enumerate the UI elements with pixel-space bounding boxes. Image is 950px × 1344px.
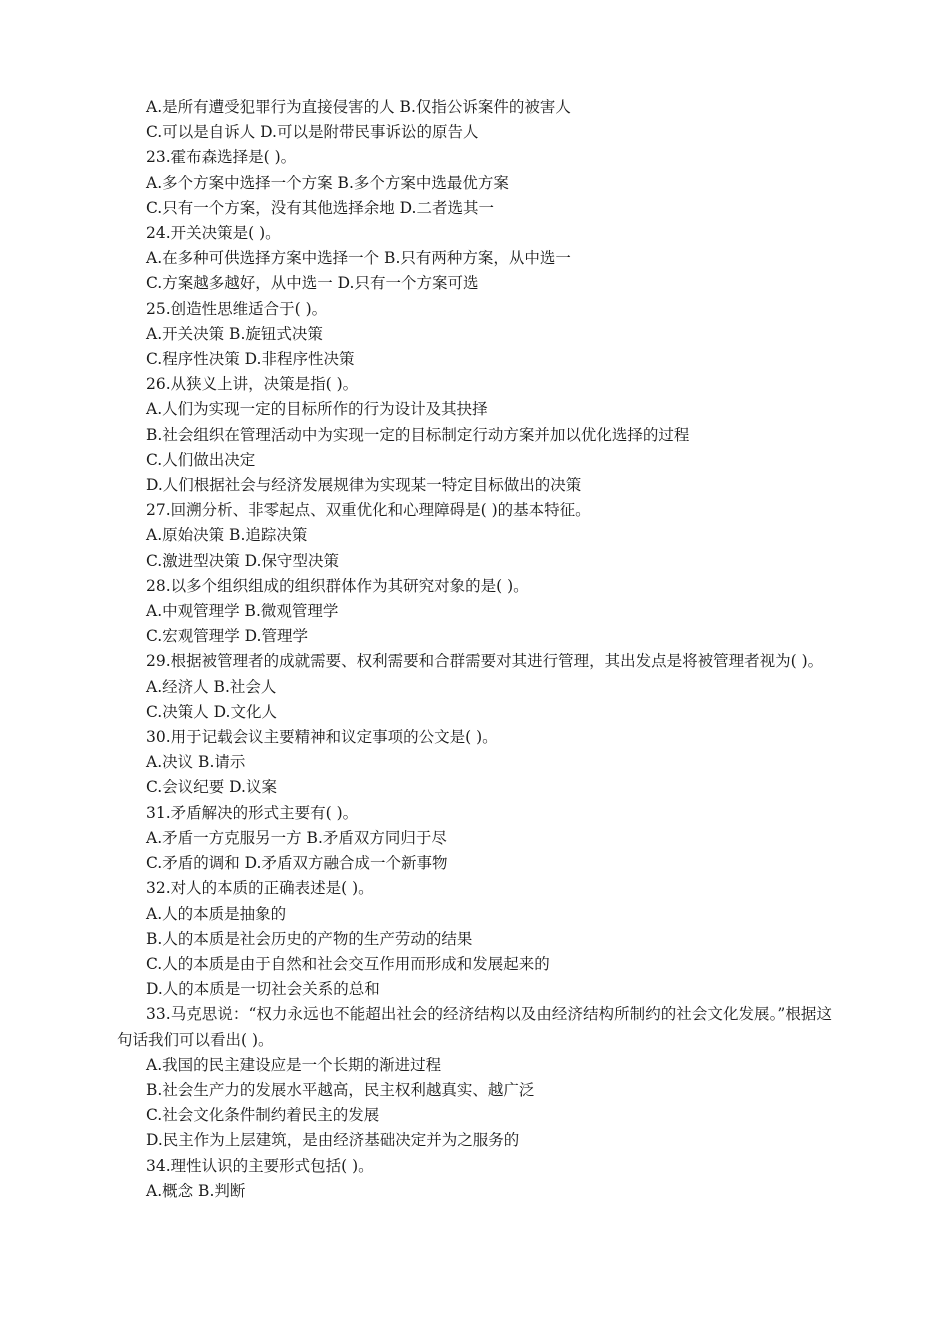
option-line: A.人的本质是抽象的 <box>146 904 287 923</box>
option-line: C.人的本质是由于自然和社会交互作用而形成和发展起来的 <box>146 954 550 973</box>
option-line: C.人们做出决定 <box>146 450 256 469</box>
option-line: C.可以是自诉人 D.可以是附带民事诉讼的原告人 <box>146 123 479 142</box>
option-line: B.人的本质是社会历史的产物的生产劳动的结果 <box>146 929 473 948</box>
question-33: 33.马克思说：“权力永远也不能超出社会的经济结构以及由经济结构所制约的社会文化发展。”根据这句话我们可以看出( )。 <box>117 1005 832 1049</box>
option-line: B.社会生产力的发展水平越高，民主权利越真实、越广泛 <box>146 1080 535 1099</box>
question-32: 32.对人的本质的正确表述是( )。 <box>146 879 374 898</box>
option-line: C.矛盾的调和 D.矛盾双方融合成一个新事物 <box>146 854 448 873</box>
option-line: A.中观管理学 B.微观管理学 <box>146 602 339 621</box>
option-line: C.激进型决策 D.保守型决策 <box>146 551 339 570</box>
option-line: A.开关决策 B.旋钮式决策 <box>146 324 323 343</box>
option-line: A.原始决策 B.追踪决策 <box>146 526 308 545</box>
option-line: A.概念 B.判断 <box>146 1181 246 1200</box>
option-line: C.决策人 D.文化人 <box>146 702 277 721</box>
option-line: A.决议 B.请示 <box>146 753 246 772</box>
option-line: D.人的本质是一切社会关系的总和 <box>146 980 380 999</box>
option-line: A.经济人 B.社会人 <box>146 677 277 696</box>
option-line: C.会议纪要 D.议案 <box>146 778 277 797</box>
option-line: A.人们为实现一定的目标所作的行为设计及其抉择 <box>146 400 488 419</box>
question-28: 28.以多个组织组成的组织群体作为其研究对象的是( )。 <box>146 576 529 595</box>
option-line: A.是所有遭受犯罪行为直接侵害的人 B.仅指公诉案件的被害人 <box>146 98 571 116</box>
option-line: C.只有一个方案，没有其他选择余地 D.二者选其一 <box>146 198 494 217</box>
option-line: C.程序性决策 D.非程序性决策 <box>146 350 355 369</box>
question-24: 24.开关决策是( )。 <box>146 224 281 243</box>
question-34: 34.理性认识的主要形式包括( )。 <box>146 1156 374 1175</box>
option-line: C.社会文化条件制约着民主的发展 <box>146 1106 380 1125</box>
question-29: 29.根据被管理者的成就需要、权利需要和合群需要对其进行管理，其出发点是将被管理者视为( )。 <box>146 652 824 671</box>
option-line: A.在多种可供选择方案中选择一个 B.只有两种方案，从中选一 <box>146 249 571 268</box>
option-line: A.我国的民主建设应是一个长期的渐进过程 <box>146 1055 442 1074</box>
question-31: 31.矛盾解决的形式主要有( )。 <box>146 803 359 822</box>
question-26: 26.从狭义上讲，决策是指( )。 <box>146 375 359 394</box>
option-line: C.宏观管理学 D.管理学 <box>146 627 308 646</box>
option-line: D.民主作为上层建筑，是由经济基础决定并为之服务的 <box>146 1131 520 1150</box>
option-line: B.社会组织在管理活动中为实现一定的目标制定行动方案并加以优化选择的过程 <box>146 425 690 444</box>
option-line: A.矛盾一方克服另一方 B.矛盾双方同归于尽 <box>146 828 447 847</box>
question-23: 23.霍布森选择是( )。 <box>146 148 297 167</box>
option-line: A.多个方案中选择一个方案 B.多个方案中选最优方案 <box>146 173 509 192</box>
question-30: 30.用于记载会议主要精神和议定事项的公文是( )。 <box>146 728 498 747</box>
option-line: C.方案越多越好，从中选一 D.只有一个方案可选 <box>146 274 479 293</box>
document-body <box>117 95 832 1204</box>
question-27: 27.回溯分析、非零起点、双重优化和心理障碍是( )的基本特征。 <box>146 501 591 520</box>
option-line: D.人们根据社会与经济发展规律为实现某一特定目标做出的决策 <box>146 476 582 495</box>
question-25: 25.创造性思维适合于( )。 <box>146 299 328 318</box>
